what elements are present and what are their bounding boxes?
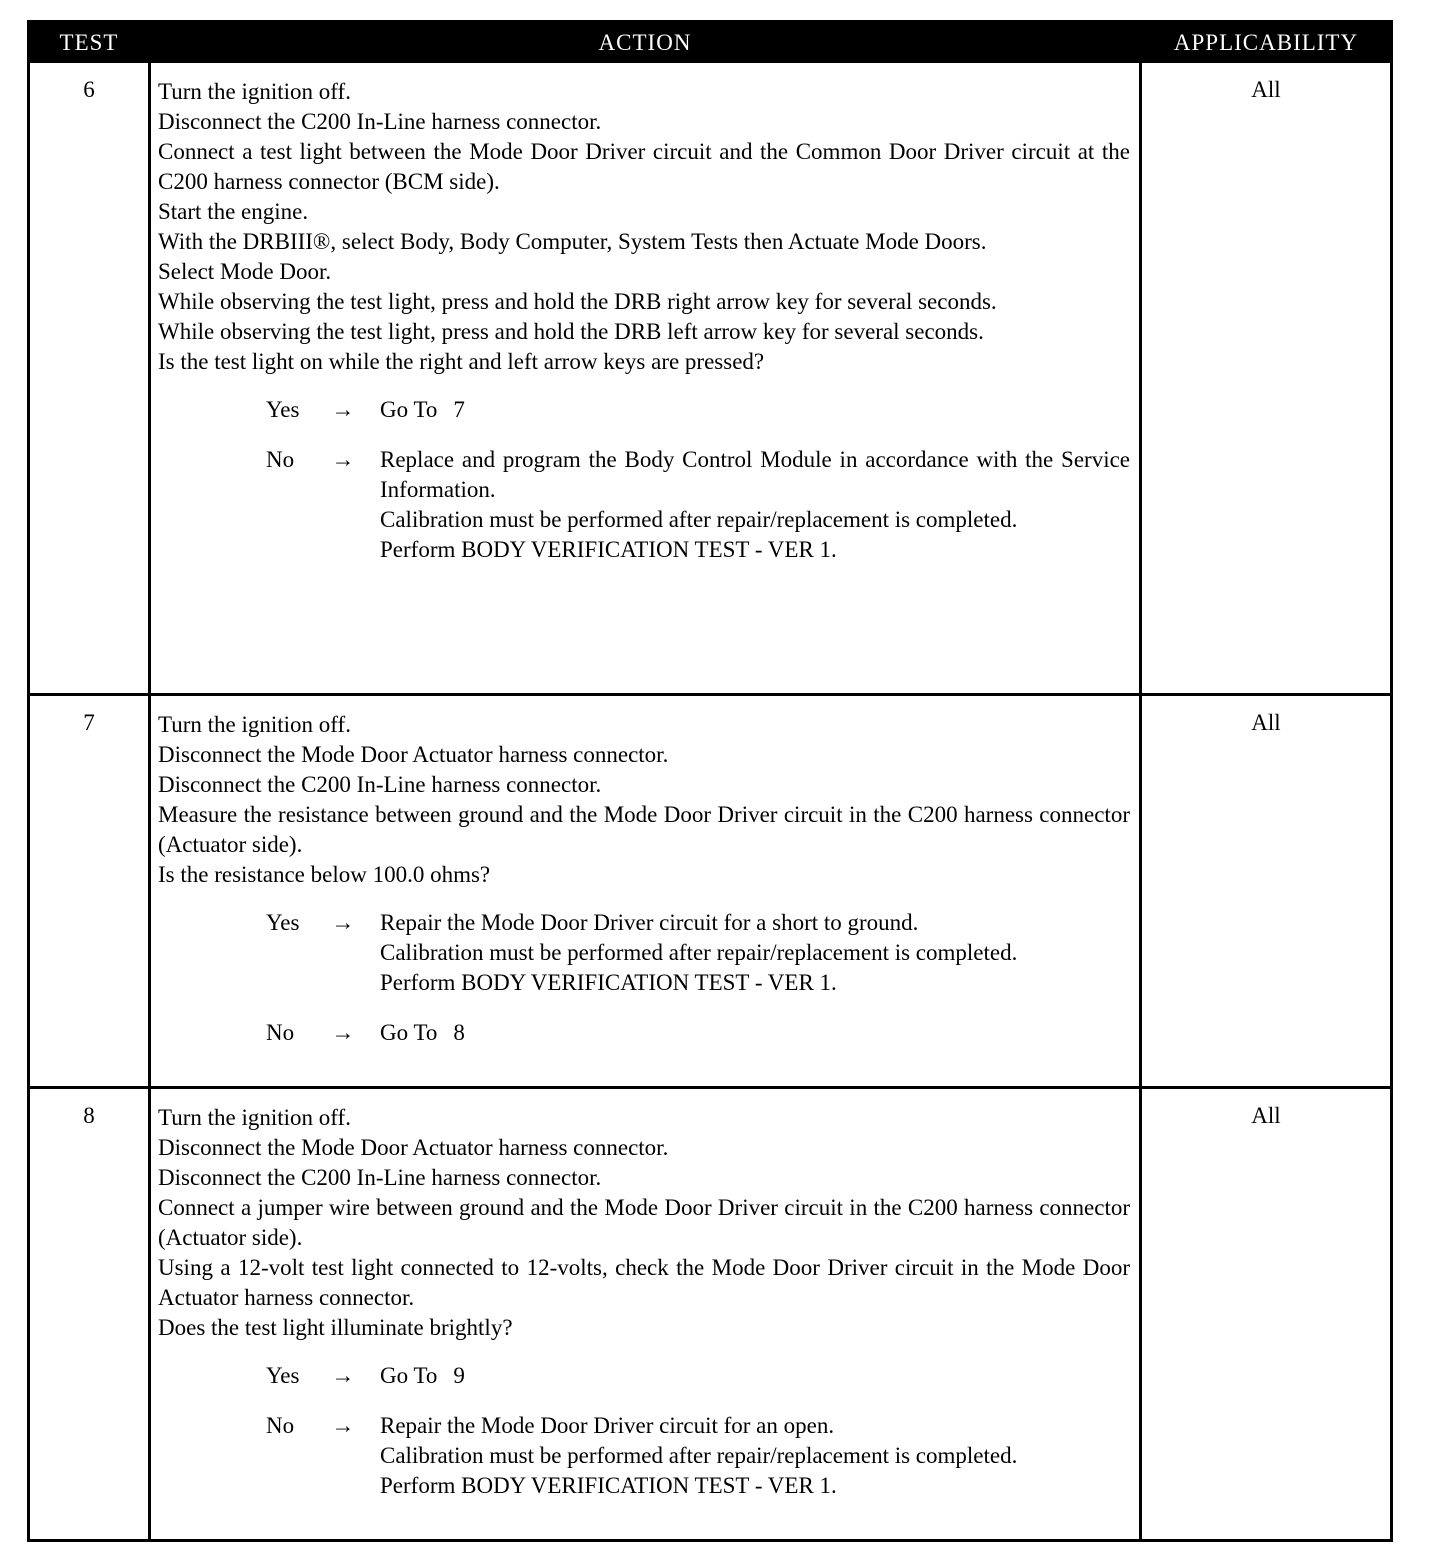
goto-text: Go To <box>380 397 438 422</box>
step: While observing the test light, press and hold the DRB left arrow key for several seconds. <box>158 319 984 344</box>
applicability: All <box>1251 710 1281 735</box>
answer-text: Repair the Mode Door Driver circuit for an open. <box>380 1413 835 1438</box>
goto-number: 7 <box>453 397 465 422</box>
answer-label: No <box>266 1413 295 1438</box>
step: Turn the ignition off. <box>158 712 351 737</box>
goto <box>380 1018 1130 1048</box>
answer-no <box>158 1411 1130 1501</box>
step: Connect a jumper wire between ground and the Mode Door Driver circuit in the C200 harness connector (Actuator side). <box>158 1195 1130 1250</box>
step: Start the engine. <box>158 199 309 224</box>
answer-text: Perform BODY VERIFICATION TEST - VER 1. <box>380 1473 837 1498</box>
step: Measure the resistance between ground and the Mode Door Driver circuit in the C200 harness connector (Actuator side). <box>158 802 1130 857</box>
arrow-icon: → <box>331 397 355 422</box>
step: Connect a test light between the Mode Door Driver circuit and the Common Door Driver circuit at the C200 harness connector (BCM side). <box>158 139 1130 194</box>
answers <box>158 395 1130 565</box>
goto <box>380 1361 1130 1391</box>
step: Disconnect the Mode Door Actuator harness connector. <box>158 742 669 767</box>
test-number: 8 <box>83 1103 95 1128</box>
test-number: 7 <box>83 710 95 735</box>
answers <box>158 908 1130 1048</box>
action-cell <box>158 77 1130 565</box>
answer-label: Yes <box>266 397 300 422</box>
step: Using a 12-volt test light connected to 12-volts, check the Mode Door Driver circuit in the Mode Door Actuator harness connector. <box>158 1255 1130 1310</box>
answer-yes <box>158 395 1130 425</box>
answer-text: Perform BODY VERIFICATION TEST - VER 1. <box>380 970 837 995</box>
goto-number: 9 <box>453 1363 465 1388</box>
answer-yes <box>158 1361 1130 1391</box>
answer-label: No <box>266 447 295 472</box>
arrow-icon: → <box>331 1020 355 1045</box>
action-cell <box>158 1103 1130 1501</box>
answer-text: Replace and program the Body Control Module in accordance with the Service Information. <box>380 447 1130 502</box>
answer-text: Calibration must be performed after repair/replacement is completed. <box>380 1443 1018 1468</box>
step: Disconnect the C200 In-Line harness connector. <box>158 1165 602 1190</box>
table-row <box>30 1089 1390 1539</box>
arrow-icon: → <box>331 1413 355 1438</box>
answer-text: Calibration must be performed after repair/replacement is completed. <box>380 507 1018 532</box>
table-row <box>30 696 1390 1086</box>
answers <box>158 1361 1130 1501</box>
goto-number: 8 <box>453 1020 465 1045</box>
step: Disconnect the Mode Door Actuator harness connector. <box>158 1135 669 1160</box>
goto <box>380 395 1130 425</box>
step: Disconnect the C200 In-Line harness connector. <box>158 772 602 797</box>
test-number: 6 <box>83 77 95 102</box>
answer-yes <box>158 908 1130 998</box>
answer-label: Yes <box>266 1363 300 1388</box>
goto-text: Go To <box>380 1363 438 1388</box>
step: Turn the ignition off. <box>158 1105 351 1130</box>
applicability: All <box>1251 1103 1281 1128</box>
answer-label: No <box>266 1020 295 1045</box>
answer-text: Calibration must be performed after repair/replacement is completed. <box>380 940 1018 965</box>
answer-no <box>158 1018 1130 1048</box>
action-cell <box>158 710 1130 1048</box>
arrow-icon: → <box>331 1363 355 1388</box>
goto-text: Go To <box>380 1020 438 1045</box>
step: While observing the test light, press and hold the DRB right arrow key for several seconds. <box>158 289 997 314</box>
step-question: Is the test light on while the right and left arrow keys are pressed? <box>158 349 765 374</box>
step: Turn the ignition off. <box>158 79 351 104</box>
step: Disconnect the C200 In-Line harness connector. <box>158 109 602 134</box>
applicability: All <box>1251 77 1281 102</box>
diagnostic-table <box>27 20 1393 1542</box>
answer-text: Repair the Mode Door Driver circuit for a short to ground. <box>380 910 919 935</box>
table-row <box>30 63 1390 693</box>
header-action: ACTION <box>598 30 692 55</box>
table-header <box>30 23 1390 63</box>
answer-text: Perform BODY VERIFICATION TEST - VER 1. <box>380 537 837 562</box>
step: With the DRBIII®, select Body, Body Computer, System Tests then Actuate Mode Doors. <box>158 229 987 254</box>
step-question: Is the resistance below 100.0 ohms? <box>158 862 491 887</box>
answer-no <box>158 445 1130 565</box>
arrow-icon: → <box>331 447 355 472</box>
answer-label: Yes <box>266 910 300 935</box>
step: Select Mode Door. <box>158 259 332 284</box>
arrow-icon: → <box>331 910 355 935</box>
header-test: TEST <box>59 30 119 55</box>
step-question: Does the test light illuminate brightly? <box>158 1315 513 1340</box>
header-applicability: APPLICABILITY <box>1173 30 1359 55</box>
